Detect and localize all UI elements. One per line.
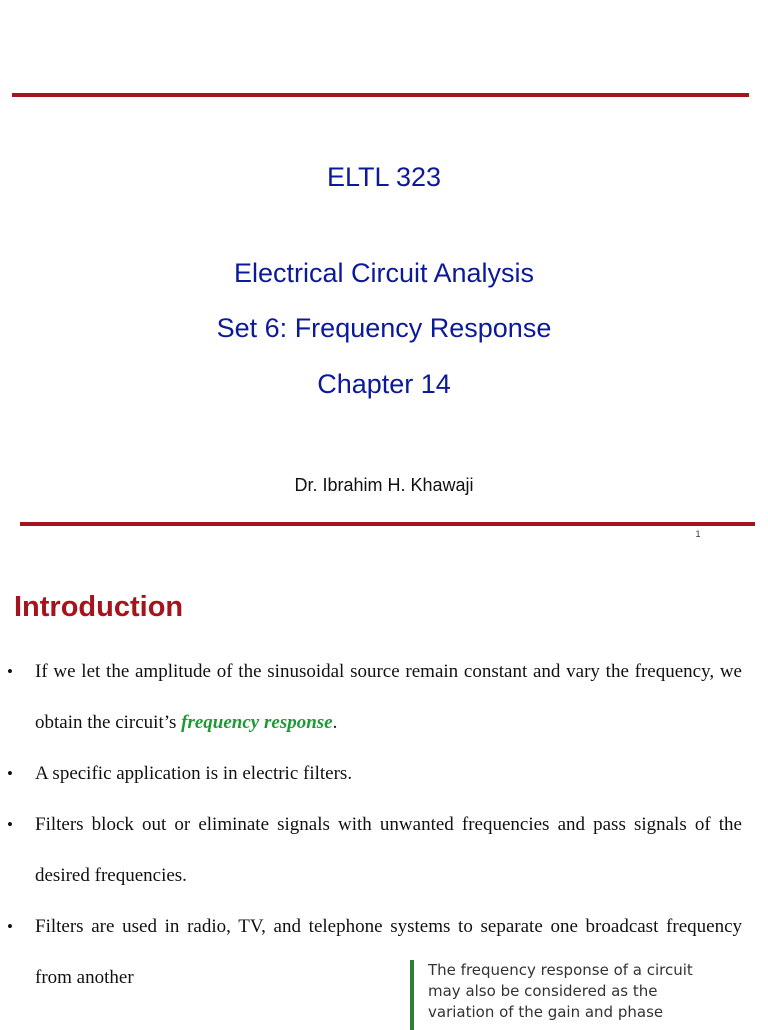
callout-text: The frequency response of a circuit may also be considered as the variation of the gain and phase: [428, 961, 693, 1021]
bottom-divider: [20, 522, 755, 526]
highlighted-term: frequency response: [181, 712, 333, 733]
bullet-text: A specific application is in electric filters.: [35, 763, 353, 784]
bullet-icon: •: [7, 815, 13, 834]
bullet-icon: •: [7, 662, 13, 681]
list-item: [0, 748, 742, 799]
page-number: 1: [695, 529, 701, 539]
bullet-text-end: .: [332, 712, 338, 733]
bullet-list: [0, 646, 768, 1003]
list-item: [0, 799, 742, 901]
author-name: Dr. Ibrahim H. Khawaji: [294, 475, 474, 495]
bullet-text: If we let the amplitude of the sinusoidal source remain constant and vary the frequency, we obtain the circuit’s: [35, 661, 742, 733]
introduction-slide: [0, 548, 768, 1024]
list-item: [0, 646, 742, 748]
set-title: Set 6: Frequency Response: [216, 313, 552, 343]
course-code: ELTL 323: [326, 162, 442, 192]
top-divider: [12, 93, 749, 97]
course-title: Electrical Circuit Analysis: [233, 258, 535, 288]
bullet-text: Filters are used in radio, TV, and telephone systems to separate one broadcast frequency from another: [35, 916, 742, 988]
chapter-title: Chapter 14: [317, 369, 451, 399]
callout-note: [410, 960, 728, 1030]
section-heading: Introduction: [14, 591, 184, 623]
bullet-icon: •: [7, 917, 13, 936]
bullet-icon: •: [7, 764, 13, 783]
bullet-text: Filters block out or eliminate signals with unwanted frequencies and pass signals of the desired frequencies.: [35, 814, 742, 886]
